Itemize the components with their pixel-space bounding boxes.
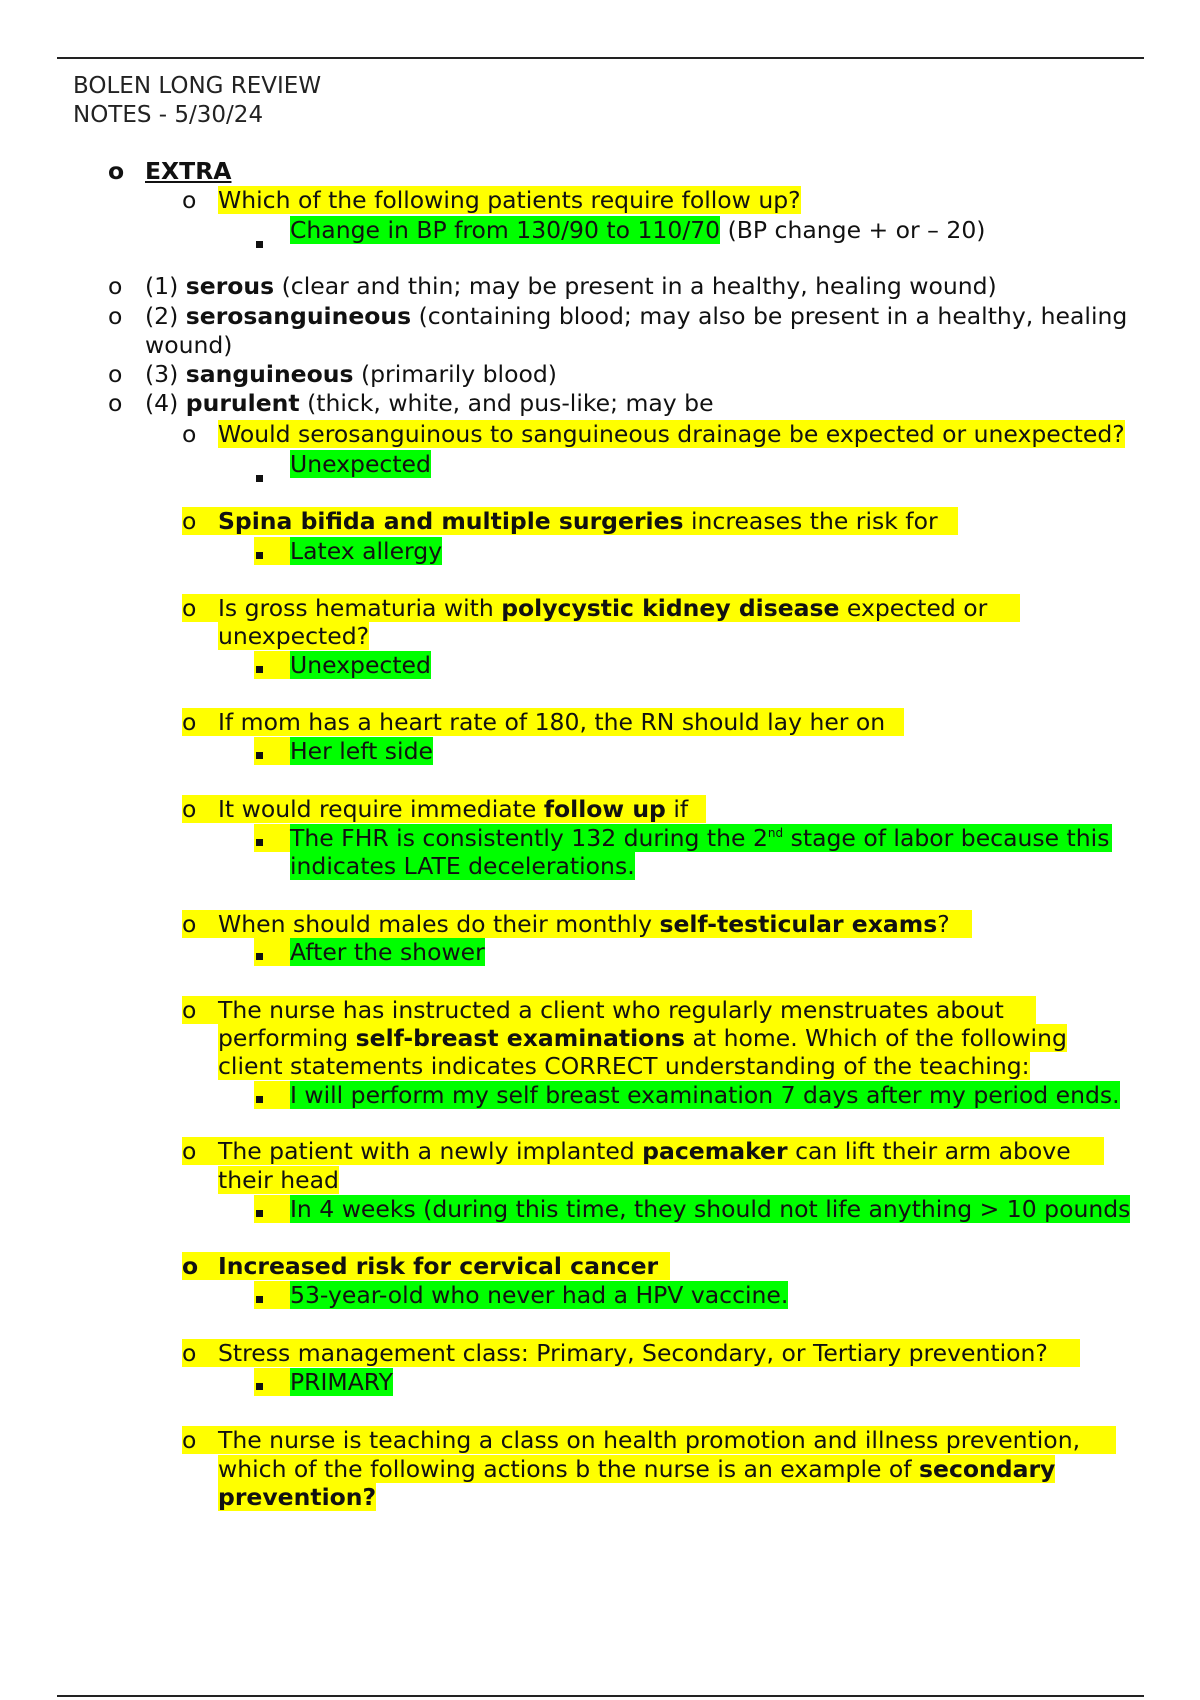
fhr-answer-sup: nd	[767, 826, 784, 841]
drainage-answer: Unexpected	[290, 450, 431, 478]
breast-question-line2	[218, 1024, 1067, 1052]
cervical-answer: 53-year-old who never had a HPV vaccine.	[290, 1281, 789, 1309]
secondary-line3: prevention?	[218, 1483, 377, 1511]
breast-line1: The nurse has instructed a client who regularly menstruates about	[218, 996, 1004, 1024]
testicular-question-item	[182, 910, 972, 938]
cervical-bold: Increased risk for cervical cancer	[218, 1252, 659, 1280]
secondary-l2-pre: which of the following actions b the nurse is an example of	[218, 1455, 920, 1483]
fhr-answer-cont	[290, 852, 635, 880]
breast-l2-pre: performing	[218, 1024, 356, 1052]
square-bullet-icon	[256, 552, 263, 559]
spina-answer: Latex allergy	[290, 537, 443, 565]
circle-bullet-icon: o	[182, 1339, 197, 1367]
pacemaker-answer: In 4 weeks (during this time, they should not life anything > 10 pounds	[290, 1195, 1131, 1223]
breast-l2-bold: self-breast examinations	[355, 1024, 686, 1052]
circle-bullet-icon: o	[182, 420, 197, 448]
circle-bullet-icon: o	[182, 708, 197, 736]
pacemaker-pre: The patient with a newly implanted	[218, 1137, 643, 1165]
circle-bullet-icon: o	[108, 157, 125, 185]
drainage-number: (1)	[145, 272, 186, 300]
circle-bullet-icon: o	[182, 910, 197, 938]
drainage-description: (thick, white, and pus-like; may be	[299, 389, 714, 417]
secondary-question-item	[182, 1426, 1116, 1454]
square-bullet-icon	[256, 1296, 263, 1303]
cervical-question-item	[182, 1252, 670, 1280]
drainage-number: (2)	[145, 302, 186, 330]
testicular-bold: self-testicular exams	[659, 910, 938, 938]
extra-answer-note: (BP change + or – 20)	[720, 216, 986, 244]
secondary-l2-bold: secondary	[919, 1455, 1056, 1483]
spina-bold: Spina bifida and multiple surgeries	[218, 507, 684, 535]
pacemaker-line2: their head	[218, 1166, 339, 1194]
circle-bullet-icon: o	[182, 1137, 197, 1165]
pkd-bold: polycystic kidney disease	[501, 594, 840, 622]
pacemaker-post: can lift their arm above	[787, 1137, 1071, 1165]
fhr-question-item	[182, 795, 706, 823]
pkd-question-cont	[218, 622, 369, 650]
hr-question-item	[182, 708, 904, 736]
secondary-line1: The nurse is teaching a class on health promotion and illness prevention,	[218, 1426, 1081, 1454]
header-line-1: BOLEN LONG REVIEW	[73, 73, 322, 99]
drainage-description: (primarily blood)	[353, 360, 557, 388]
drainage-term: purulent	[185, 389, 300, 417]
secondary-question-line2	[218, 1455, 1055, 1483]
document-header	[73, 72, 321, 130]
circle-bullet-icon: o	[108, 360, 123, 388]
fhr-post: if	[665, 795, 689, 823]
drainage-serosanguineous-cont	[145, 331, 232, 359]
circle-bullet-icon: o	[182, 795, 197, 823]
pacemaker-bold: pacemaker	[642, 1137, 788, 1165]
top-rule	[57, 57, 1144, 59]
spina-rest: increases the risk for	[683, 507, 938, 535]
hr-question: If mom has a heart rate of 180, the RN should lay her on	[218, 708, 886, 736]
drainage-description: (clear and thin; may be present in a healthy, healing wound)	[274, 272, 997, 300]
drainage-number: (3)	[145, 360, 186, 388]
fhr-bold: follow up	[543, 795, 666, 823]
pkd-pre: Is gross hematuria with	[218, 594, 502, 622]
extra-heading: EXTRA	[145, 157, 232, 185]
breast-l2-post: at home. Which of the following	[685, 1024, 1067, 1052]
pkd-question-item	[182, 594, 1020, 622]
circle-bullet-icon: o	[182, 594, 197, 622]
drainage-description: (containing blood; may also be present in a healthy, healing	[411, 302, 1128, 330]
pacemaker-question-item	[182, 1137, 1104, 1165]
header-line-2: NOTES - 5/30/24	[73, 102, 264, 128]
circle-bullet-icon: o	[182, 1252, 199, 1280]
square-bullet-icon	[256, 241, 263, 248]
testicular-pre: When should males do their monthly	[218, 910, 660, 938]
pacemaker-question-cont	[218, 1166, 339, 1194]
stress-question-item	[182, 1339, 1080, 1367]
drainage-question: Would serosanguinous to sanguineous drainage be expected or unexpected?	[218, 420, 1125, 448]
square-bullet-icon	[256, 666, 263, 673]
stress-question: Stress management class: Primary, Secondary, or Tertiary prevention?	[218, 1339, 1048, 1367]
hr-answer: Her left side	[290, 737, 433, 765]
square-bullet-icon	[256, 1383, 263, 1390]
circle-bullet-icon: o	[182, 507, 197, 535]
breast-question-item	[182, 996, 1036, 1024]
circle-bullet-icon: o	[108, 302, 123, 330]
drainage-term: sanguineous	[185, 360, 354, 388]
breast-answer: I will perform my self breast examination 7 days after my period ends.	[290, 1081, 1120, 1109]
pkd-post: expected or	[839, 594, 988, 622]
fhr-answer-2: indicates LATE decelerations.	[290, 852, 635, 880]
drainage-term: serosanguineous	[185, 302, 412, 330]
pkd-answer: Unexpected	[290, 651, 431, 679]
drainage-description-cont: wound)	[145, 331, 233, 359]
circle-bullet-icon: o	[182, 186, 197, 214]
square-bullet-icon	[256, 1096, 263, 1103]
bottom-rule	[57, 1695, 1144, 1697]
drainage-term: serous	[185, 272, 275, 300]
fhr-answer-1b: stage of labor because this	[783, 824, 1110, 852]
pkd-line2: unexpected?	[218, 622, 370, 650]
square-bullet-icon	[256, 953, 263, 960]
square-bullet-icon	[256, 752, 263, 759]
breast-question-line3	[218, 1052, 1030, 1080]
drainage-number: (4)	[145, 389, 186, 417]
circle-bullet-icon: o	[182, 996, 197, 1024]
testicular-post: ?	[937, 910, 950, 938]
fhr-answer-1: The FHR is consistently 132 during the 2	[290, 824, 768, 852]
stress-answer: PRIMARY	[290, 1368, 393, 1396]
circle-bullet-icon: o	[108, 272, 123, 300]
extra-answer: Change in BP from 130/90 to 110/70	[290, 216, 721, 244]
breast-line3: client statements indicates CORRECT understanding of the teaching:	[218, 1052, 1030, 1080]
extra-question: Which of the following patients require follow up?	[218, 186, 801, 214]
fhr-pre: It would require immediate	[218, 795, 544, 823]
square-bullet-icon	[256, 475, 263, 482]
square-bullet-icon	[256, 839, 263, 846]
circle-bullet-icon: o	[108, 389, 123, 417]
secondary-question-line3	[218, 1483, 376, 1511]
spina-question-item	[182, 507, 958, 535]
testicular-answer: After the shower	[290, 938, 485, 966]
circle-bullet-icon: o	[182, 1426, 197, 1454]
square-bullet-icon	[256, 1210, 263, 1217]
